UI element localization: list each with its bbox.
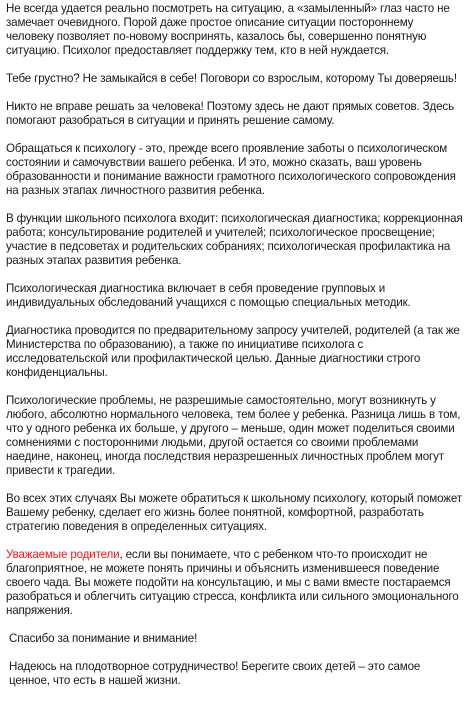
paragraph-care: Обращаться к психологу - это, прежде всего проявление заботы о психологическом состоянии и самочувствии вашего ребенка. И это, можно сказать, ваш уровень образованности и понимание важности грамотного психологического сопровождения на разных этапах личностного развития ребенка. (6, 142, 456, 197)
highlight-dear-parents: Уважаемые родители (6, 548, 120, 561)
paragraph-cooperation: Надеюсь на плодотворное сотрудничество! Берегите своих детей – это самое ценное, что есть в нашей жизни. (9, 660, 421, 687)
paragraph-problems: Психологические проблемы, не разрешимые самостоятельно, могут возникнуть у любого, абсолютно нормального человека, тем более у ребенка. Разница лишь в том, что у одного ребенка их больше, у другого – меньше, один может поделиться своими сомнениями с посторонними людьми, другой остается со своими проблемами наедине, наконец, иногда последствия неразрешенных личностных проблем могут привести к трагедии. (6, 394, 461, 477)
paragraph-diagnostics: Психологическая диагностика включает в себя проведение групповых и индивидуальных обследований учащихся с помощью специальных методик. (6, 282, 411, 309)
paragraph-sad: Тебе грустно? Не замыкайся в себе! Поговори со взрослым, которому Ты доверяешь! (6, 72, 457, 85)
paragraph-dear-parents-text: , если вы понимаете, что с ребенком что-то происходит не благоприятное, не можете понять причины и объяснить изменившееся поведение своего чада. Вы можете подойти на консультацию, и мы с вами вместе постараемся разобраться и облегчить ситуацию стресса, конфликта или сильного эмоционального напряжения. (6, 548, 459, 617)
paragraph-thanks: Спасибо за понимание и внимание! (9, 632, 198, 645)
document-body (6, 2, 464, 702)
paragraph-intro: Не всегда удается реально посмотреть на ситуацию, а «замыленный» глаз часто не замечает очевидного. Порой даже простое описание ситуации постороннему человеку позволяет по-новому воспринять, казалось бы, совершенно понятную ситуацию. Психолог предоставляет поддержку тем, кто в ней нуждается. (6, 2, 450, 57)
paragraph-diagnostics-request: Диагностика проводится по предварительному запросу учителей, родителей (а так же Министерства по образованию), а также по инициативе психолога с исследовательской или профилактической целью. Данные диагностики строго конфиденциальны. (6, 324, 460, 379)
paragraph-functions: В функции школьного психолога входит: психологическая диагностика; коррекционная работа; консультирование родителей и учителей; психологическое просвещение; участие в педсоветах и родительских собраниях; психологическая профилактика на разных этапах развития ребенка. (6, 212, 463, 267)
paragraph-dear-parents (6, 548, 464, 618)
paragraph-no-advice: Никто не вправе решать за человека! Поэтому здесь не дают прямых советов. Здесь помогают разобраться в ситуации и принять решение самому. (6, 100, 454, 127)
paragraph-contact-psychologist: Во всех этих случаях Вы можете обратиться к школьному психологу, который поможет Вашему ребенку, сделает его жизнь более понятной, комфортной, разработать стратегию поведения в определенных ситуациях. (6, 492, 462, 533)
